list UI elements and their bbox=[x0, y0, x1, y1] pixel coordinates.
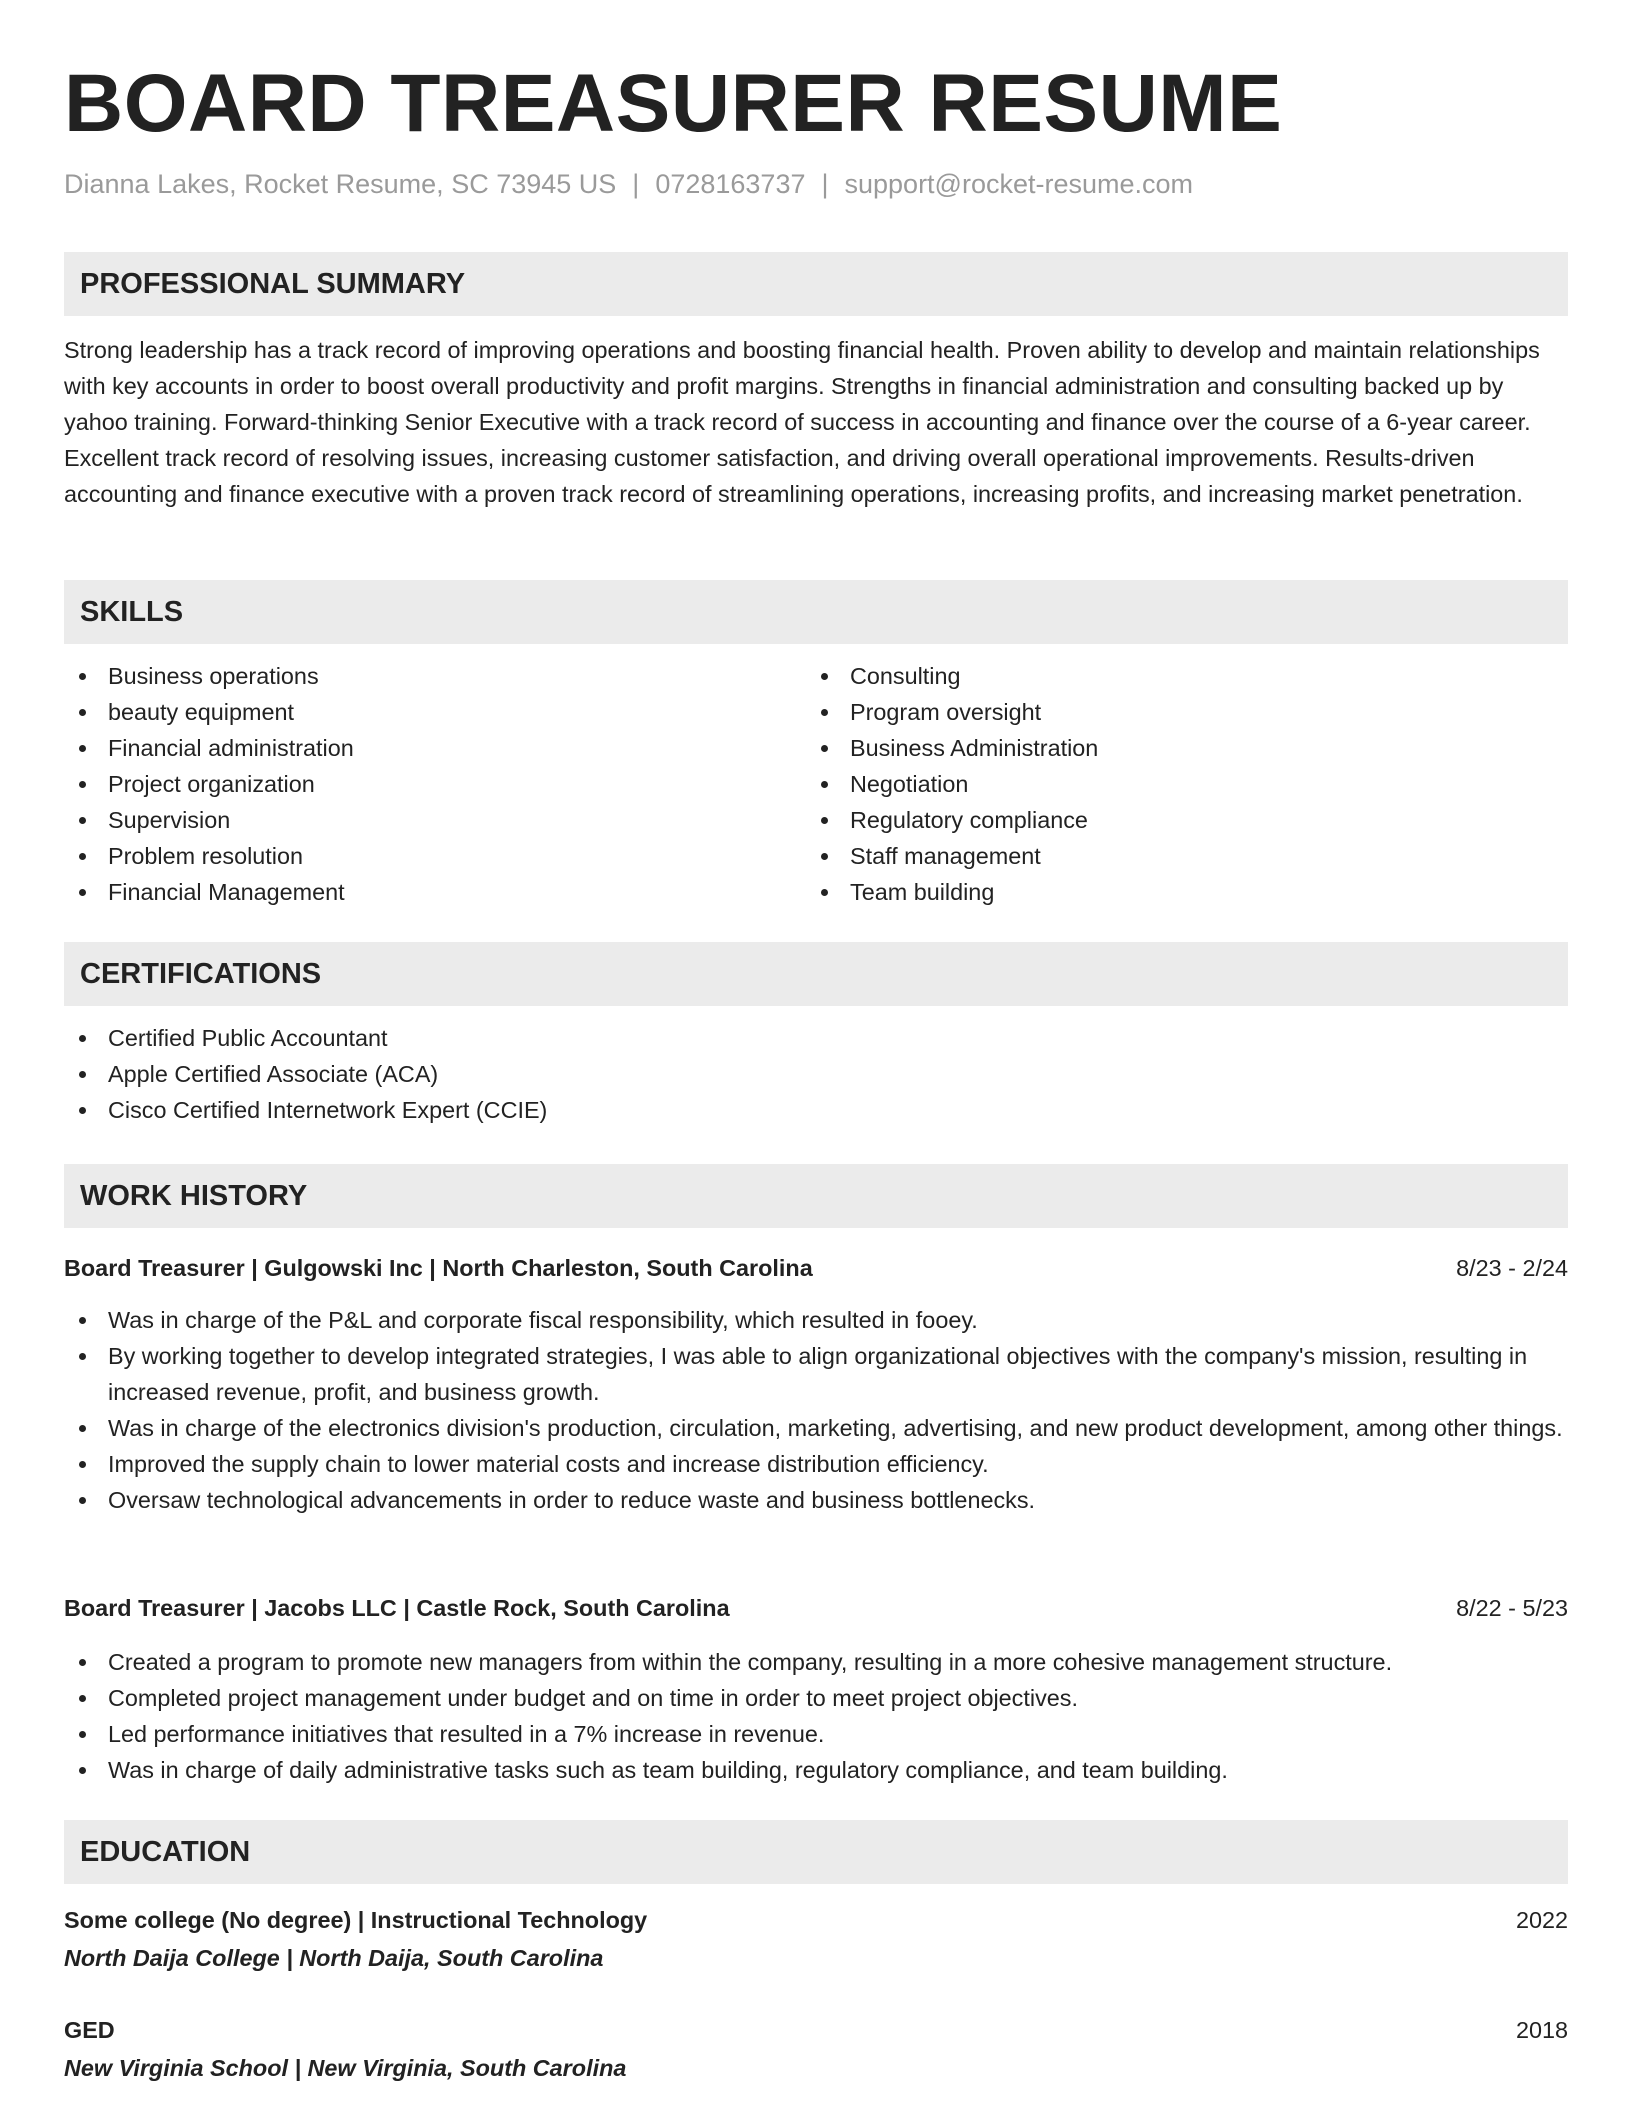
section-heading-education: EDUCATION bbox=[64, 1820, 1568, 1884]
education-school: North Daija College | North Daija, South Carolina bbox=[64, 1945, 604, 1971]
list-item: Team building bbox=[806, 874, 1566, 910]
job-header bbox=[64, 1590, 1568, 1626]
certifications-list bbox=[64, 1020, 1568, 1128]
contact-separator: | bbox=[821, 169, 829, 199]
job-dates: 8/23 - 2/24 bbox=[1456, 1255, 1568, 1281]
list-item: Improved the supply chain to lower material costs and increase distribution efficiency. bbox=[64, 1446, 1568, 1482]
list-item: Problem resolution bbox=[64, 838, 784, 874]
education-year: 2018 bbox=[1515, 2017, 1568, 2043]
section-heading-certifications: CERTIFICATIONS bbox=[64, 942, 1568, 1006]
summary-text: Strong leadership has a track record of improving operations and boosting financial health. Proven ability to develop and maintain relationships with key accounts in order to boost overall productivity and profit margins. Strengths in financial administration and consulting backed up by yahoo training. Forward-thinking Senior Executive with a track record of success in accounting and finance over the course of a 6-year career. Excellent track record of resolving issues, increasing customer satisfaction, and driving overall operational improvements. Results-driven accounting and finance executive with a proven track record of streamlining operations, increasing profits, and increasing market penetration. bbox=[64, 337, 1540, 507]
list-item: Project organization bbox=[64, 766, 784, 802]
skills-list-left bbox=[64, 658, 784, 910]
contact-email[interactable]: support@rocket-resume.com bbox=[844, 169, 1194, 199]
resume-title: BOARD TREASURER RESUME bbox=[64, 58, 1283, 149]
list-item: Apple Certified Associate (ACA) bbox=[64, 1056, 1568, 1092]
list-item: Was in charge of daily administrative tasks such as team building, regulatory compliance, and team building. bbox=[64, 1752, 1568, 1788]
list-item: Business Administration bbox=[806, 730, 1566, 766]
list-item: Led performance initiatives that resulted in a 7% increase in revenue. bbox=[64, 1716, 1568, 1752]
contact-address: Dianna Lakes, Rocket Resume, SC 73945 US bbox=[64, 169, 617, 199]
section-heading-summary: PROFESSIONAL SUMMARY bbox=[64, 252, 1568, 316]
list-item: Oversaw technological advancements in order to reduce waste and business bottlenecks. bbox=[64, 1482, 1568, 1518]
list-item: Negotiation bbox=[806, 766, 1566, 802]
education-school: New Virginia School | New Virginia, South Carolina bbox=[64, 2055, 627, 2081]
education-degree: Some college (No degree) | Instructional Technology bbox=[64, 1907, 648, 1933]
list-item: Program oversight bbox=[806, 694, 1566, 730]
list-item: Staff management bbox=[806, 838, 1566, 874]
job-title: Board Treasurer | Gulgowski Inc | North Charleston, South Carolina bbox=[64, 1255, 813, 1281]
list-item: Certified Public Accountant bbox=[64, 1020, 1568, 1056]
contact-separator: | bbox=[632, 169, 640, 199]
list-item: Was in charge of the electronics division's production, circulation, marketing, advertising, and new product development, among other things. bbox=[64, 1410, 1568, 1446]
section-heading-skills: SKILLS bbox=[64, 580, 1568, 644]
list-item: Was in charge of the P&L and corporate fiscal responsibility, which resulted in fooey. bbox=[64, 1302, 1568, 1338]
contact-phone: 0728163737 bbox=[655, 169, 806, 199]
list-item: Business operations bbox=[64, 658, 784, 694]
list-item: Financial administration bbox=[64, 730, 784, 766]
list-item: Consulting bbox=[806, 658, 1566, 694]
education-header bbox=[64, 2012, 1568, 2048]
list-item: beauty equipment bbox=[64, 694, 784, 730]
job-header bbox=[64, 1250, 1568, 1286]
education-degree: GED bbox=[64, 2017, 115, 2043]
list-item: Cisco Certified Internetwork Expert (CCIE) bbox=[64, 1092, 1568, 1128]
job-title: Board Treasurer | Jacobs LLC | Castle Rock, South Carolina bbox=[64, 1595, 730, 1621]
job-bullets bbox=[64, 1302, 1568, 1518]
skills-list-right bbox=[806, 658, 1566, 910]
job-bullets bbox=[64, 1644, 1568, 1788]
list-item: By working together to develop integrated strategies, I was able to align organizational objectives with the company's mission, resulting in increased revenue, profit, and business growth. bbox=[64, 1338, 1568, 1410]
education-header bbox=[64, 1902, 1568, 1938]
job-dates: 8/22 - 5/23 bbox=[1456, 1595, 1568, 1621]
list-item: Completed project management under budget and on time in order to meet project objectives. bbox=[64, 1680, 1568, 1716]
section-heading-work-history: WORK HISTORY bbox=[64, 1164, 1568, 1228]
list-item: Supervision bbox=[64, 802, 784, 838]
list-item: Regulatory compliance bbox=[806, 802, 1566, 838]
list-item: Financial Management bbox=[64, 874, 784, 910]
contact-line bbox=[64, 166, 1193, 202]
list-item: Created a program to promote new managers from within the company, resulting in a more cohesive management structure. bbox=[64, 1644, 1568, 1680]
education-year: 2022 bbox=[1515, 1907, 1568, 1933]
